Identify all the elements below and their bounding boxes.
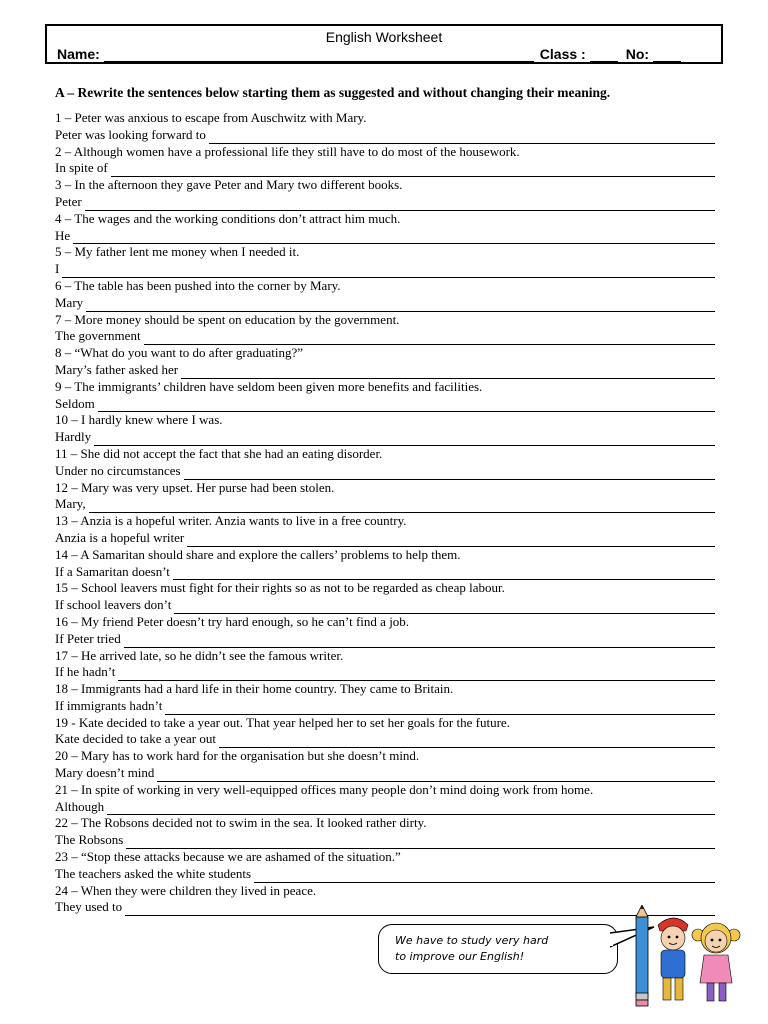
answer-blank-line[interactable]: [118, 668, 715, 681]
exercise-item: [55, 648, 715, 682]
exercise-item: [55, 278, 715, 312]
exercise-item: [55, 110, 715, 144]
answer-row: [55, 328, 715, 345]
answer-blank-line[interactable]: [62, 265, 715, 278]
answer-blank-line[interactable]: [174, 601, 715, 614]
exercise-prompt: 14 – A Samaritan should share and explore the callers’ problems to help them.: [55, 546, 461, 562]
answer-blank-line[interactable]: [126, 836, 715, 849]
number-label: No:: [625, 46, 650, 62]
bubble-line-2: to improve our English!: [395, 950, 525, 963]
exercise-prompt: 13 – Anzia is a hopeful writer. Anzia wants to live in a free country.: [55, 513, 407, 529]
answer-row: [55, 664, 715, 681]
children-with-pencil-illustration: [630, 905, 750, 1010]
answer-start-text: The government: [55, 328, 141, 344]
answer-row: [55, 396, 715, 413]
instruction-heading: A – Rewrite the sentences below starting them as suggested and without changing their meaning.: [55, 85, 611, 100]
answer-blank-line[interactable]: [89, 500, 715, 513]
answer-blank-line[interactable]: [86, 299, 715, 312]
answer-row: [55, 597, 715, 614]
speech-bubble: [378, 924, 618, 974]
answer-blank-line[interactable]: [107, 802, 715, 815]
exercise-item: [55, 244, 715, 278]
answer-blank-line[interactable]: [73, 231, 715, 244]
answer-start-text: In spite of: [55, 160, 108, 176]
answer-start-text: Mary’s father asked her: [55, 361, 179, 377]
answer-start-text: Hardly: [55, 429, 92, 445]
exercise-item: [55, 715, 715, 749]
answer-blank-line[interactable]: [209, 131, 715, 144]
name-field[interactable]: [104, 48, 534, 62]
student-info-row: [57, 46, 711, 62]
answer-row: [55, 228, 715, 245]
answer-blank-line[interactable]: [165, 702, 715, 715]
answer-start-text: Peter: [55, 193, 82, 209]
exercise-prompt: 6 – The table has been pushed into the corner by Mary.: [55, 277, 341, 293]
exercise-prompt: 18 – Immigrants had a hard life in their home country. They came to Britain.: [55, 681, 454, 697]
answer-blank-line[interactable]: [98, 399, 715, 412]
answer-blank-line[interactable]: [111, 164, 715, 177]
answer-start-text: The teachers asked the white students: [55, 865, 252, 881]
answer-row: [55, 127, 715, 144]
exercise-prompt: 21 – In spite of working in very well-equipped offices many people don’t mind doing work from home.: [55, 781, 594, 797]
answer-row: [55, 295, 715, 312]
answer-start-text: If he hadn’t: [55, 664, 116, 680]
exercise-item: [55, 614, 715, 648]
exercise-item: [55, 144, 715, 178]
answer-row: [55, 731, 715, 748]
answer-start-text: They used to: [55, 899, 123, 915]
answer-blank-line[interactable]: [219, 735, 715, 748]
exercise-item: [55, 748, 715, 782]
exercise-prompt: 22 – The Robsons decided not to swim in the sea. It looked rather dirty.: [55, 815, 427, 831]
answer-start-text: If school leavers don’t: [55, 597, 172, 613]
exercise-prompt: 9 – The immigrants’ children have seldom been given more benefits and facilities.: [55, 378, 483, 394]
name-label: Name:: [57, 46, 100, 62]
answer-start-text: He: [55, 227, 71, 243]
exercise-item: [55, 379, 715, 413]
answer-row: [55, 194, 715, 211]
exercise-item: [55, 211, 715, 245]
answer-row: [55, 362, 715, 379]
exercise-prompt: 23 – “Stop these attacks because we are ashamed of the situation.”: [55, 849, 401, 865]
exercise-prompt: 15 – School leavers must fight for their rights so as not to be regarded as cheap labour.: [55, 580, 505, 596]
exercise-list: [55, 110, 715, 916]
answer-row: [55, 799, 715, 816]
answer-row: [55, 463, 715, 480]
exercise-prompt: 4 – The wages and the working conditions don’t attract him much.: [55, 210, 401, 226]
exercise-item: [55, 480, 715, 514]
exercise-item: [55, 345, 715, 379]
answer-row: [55, 530, 715, 547]
girl-figure: [692, 923, 740, 1001]
exercise-prompt: 3 – In the afternoon they gave Peter and Mary two different books.: [55, 177, 403, 193]
class-field[interactable]: [590, 48, 618, 62]
bubble-line-1: We have to study very hard: [395, 934, 549, 947]
exercise-item: [55, 681, 715, 715]
answer-blank-line[interactable]: [94, 433, 715, 446]
answer-row: [55, 899, 715, 916]
answer-start-text: The Robsons: [55, 832, 124, 848]
exercise-prompt: 19 - Kate decided to take a year out. That year helped her to set her goals for the future.: [55, 714, 510, 730]
answer-row: [55, 429, 715, 446]
exercise-prompt: 1 – Peter was anxious to escape from Auschwitz with Mary.: [55, 110, 367, 125]
exercise-item: [55, 412, 715, 446]
answer-row: [55, 496, 715, 513]
exercise-item: [55, 547, 715, 581]
exercise-prompt: 8 – “What do you want to do after graduating?”: [55, 345, 303, 361]
exercise-item: [55, 883, 715, 917]
worksheet-header: [45, 24, 723, 64]
answer-start-text: Mary doesn’t mind: [55, 765, 155, 781]
answer-row: [55, 832, 715, 849]
exercise-prompt: 11 – She did not accept the fact that she had an eating disorder.: [55, 445, 383, 461]
answer-start-text: Peter was looking forward to: [55, 126, 206, 142]
answer-start-text: Seldom: [55, 395, 95, 411]
exercise-prompt: 12 – Mary was very upset. Her purse had been stolen.: [55, 479, 335, 495]
exercise-prompt: 10 – I hardly knew where I was.: [55, 412, 223, 428]
pencil-icon: [636, 905, 648, 1006]
answer-start-text: Anzia is a hopeful writer: [55, 529, 185, 545]
answer-row: [55, 564, 715, 581]
exercise-item: [55, 815, 715, 849]
exercise-item: [55, 177, 715, 211]
answer-blank-line[interactable]: [187, 534, 715, 547]
exercise-prompt: 17 – He arrived late, so he didn’t see the famous writer.: [55, 647, 344, 663]
answer-blank-line[interactable]: [254, 870, 715, 883]
answer-blank-line[interactable]: [157, 769, 715, 782]
answer-row: [55, 631, 715, 648]
number-field[interactable]: [653, 48, 681, 62]
answer-blank-line[interactable]: [181, 366, 715, 379]
answer-row: [55, 698, 715, 715]
exercise-item: [55, 513, 715, 547]
answer-blank-line[interactable]: [144, 332, 715, 345]
answer-blank-line[interactable]: [173, 567, 715, 580]
answer-start-text: Mary,: [55, 496, 86, 512]
exercise-item: [55, 580, 715, 614]
answer-row: [55, 765, 715, 782]
answer-blank-line[interactable]: [125, 903, 715, 916]
exercise-prompt: 2 – Although women have a professional life they still have to do most of the housework.: [55, 143, 520, 159]
answer-blank-line[interactable]: [85, 198, 715, 211]
exercise-prompt: 24 – When they were children they lived in peace.: [55, 882, 317, 898]
boy-figure: [658, 918, 688, 1000]
answer-start-text: If immigrants hadn’t: [55, 697, 163, 713]
answer-start-text: Mary: [55, 294, 84, 310]
answer-start-text: Under no circumstances: [55, 462, 181, 478]
answer-row: [55, 261, 715, 278]
exercise-prompt: 5 – My father lent me money when I needed it.: [55, 244, 300, 260]
exercise-item: [55, 782, 715, 816]
class-label: Class :: [539, 46, 586, 62]
exercise-prompt: 7 – More money should be spent on education by the government.: [55, 311, 400, 327]
exercise-item: [55, 446, 715, 480]
exercise-item: [55, 849, 715, 883]
answer-row: [55, 160, 715, 177]
answer-start-text: I: [55, 261, 60, 277]
worksheet-title: English Worksheet: [325, 29, 443, 45]
answer-blank-line[interactable]: [184, 467, 715, 480]
exercise-prompt: 20 – Mary has to work hard for the organisation but she doesn’t mind.: [55, 748, 420, 764]
answer-row: [55, 866, 715, 883]
answer-blank-line[interactable]: [124, 635, 715, 648]
exercise-prompt: 16 – My friend Peter doesn’t try hard enough, so he can’t find a job.: [55, 613, 410, 629]
answer-start-text: If Peter tried: [55, 630, 121, 646]
exercise-item: [55, 312, 715, 346]
answer-start-text: If a Samaritan doesn’t: [55, 563, 170, 579]
answer-start-text: Kate decided to take a year out: [55, 731, 216, 747]
answer-start-text: Although: [55, 798, 105, 814]
